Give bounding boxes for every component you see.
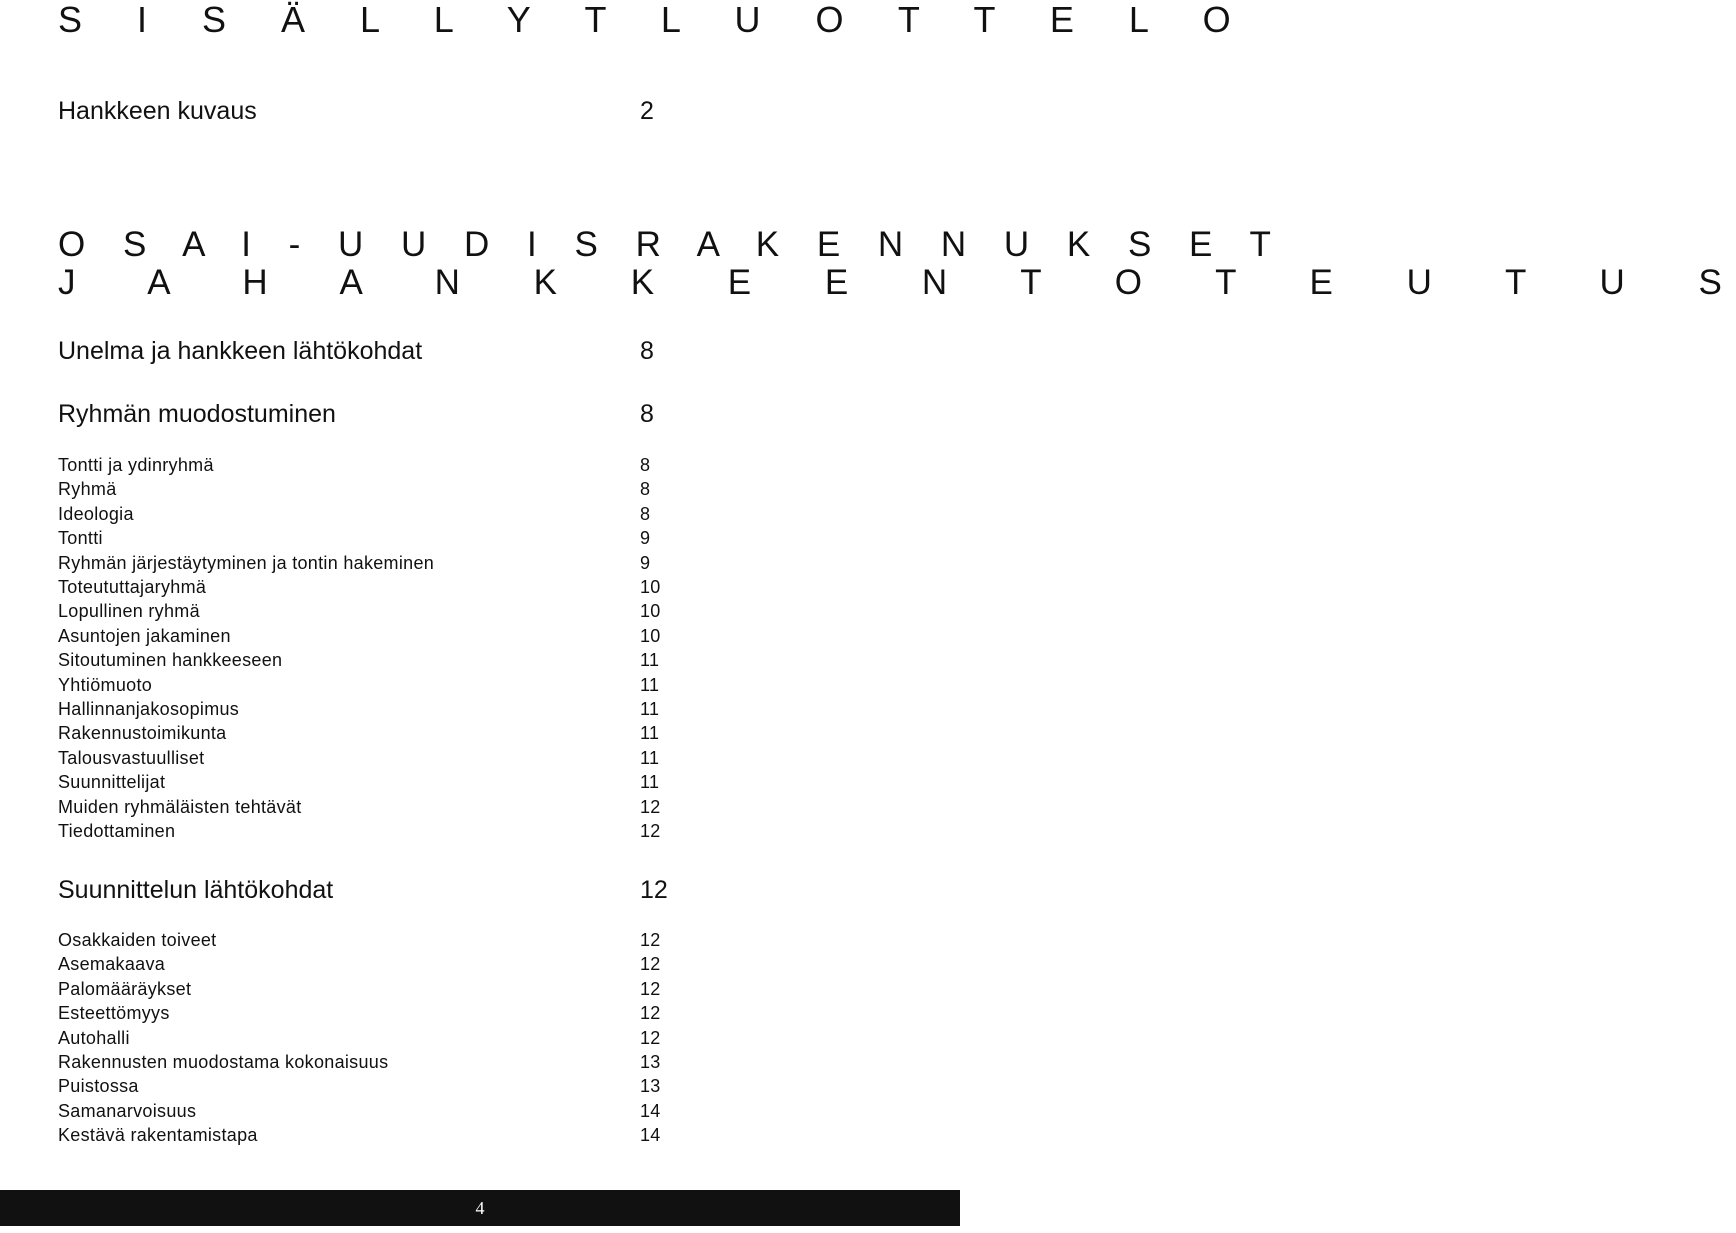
toc-entry: Yhtiömuoto [58,674,153,695]
toc-entry-page: 14 [640,1100,661,1121]
toc-entry-page: 11 [640,650,660,671]
toc-entry-page: 8 [640,455,651,475]
toc-entry: Muiden ryhmäläisten tehtävät [58,796,302,817]
toc-entry: Hallinnanjakosopimus [58,699,240,719]
toc-entry-page: 11 [640,772,660,793]
toc-entry: Lopullinen ryhmä [58,601,200,622]
section-page: 8 [640,337,654,365]
toc-entry: Asuntojen jakaminen [58,625,231,646]
footer-bar [0,1190,960,1226]
toc-entry: Samanarvoisuus [58,1100,197,1121]
part-heading-line2: J A H A N K K E E N T O T E U T U S [58,263,1736,302]
toc-entry: Kestävä rakentamistapa [58,1125,258,1146]
toc-entry: Rakennustoimikunta [58,723,227,744]
toc-entry-page: 12 [640,1027,661,1048]
toc-entry-page: 12 [640,821,661,841]
toc-entry: Tontti ja ydinryhmä [58,455,214,475]
toc-entry: Rakennusten muodostama kokonaisuus [58,1052,389,1072]
toc-entry: Autohalli [58,1027,130,1048]
toc-entry-page: 12 [640,978,661,999]
toc-entry: Ryhmän järjestäytyminen ja tontin hakeminen [58,552,435,573]
toc-heading: S I S Ä L L Y T L U O T T E L O [58,0,1254,40]
toc-entry: Asemakaava [58,954,166,975]
toc-entry: Ideologia [58,503,134,524]
toc-entry-page: 10 [640,601,661,622]
toc-entry-page: 11 [640,723,660,744]
toc-entry-page: 8 [640,503,651,524]
toc-entry-page: 12 [640,1003,661,1024]
section-heading: Unelma ja hankkeen lähtökohdat [58,337,423,365]
section-heading: Ryhmän muodostuminen [58,400,336,428]
section-page: 8 [640,400,654,428]
toc-entry-page: 12 [640,954,661,975]
toc-entry-page: 11 [640,699,660,719]
toc-entry-intro: Hankkeen kuvaus [58,97,257,125]
toc-entry-page: 9 [640,552,651,573]
toc-entry: Tontti [58,528,103,549]
toc-entry: Palomääräykset [58,978,192,999]
toc-entry: Puistossa [58,1076,139,1097]
toc-entry-page: 9 [640,528,651,549]
toc-entry: Tiedottaminen [58,821,176,841]
page-number: 4 [475,1198,485,1218]
toc-entry: Sitoutuminen hankkeeseen [58,650,283,671]
toc-entry-page: 8 [640,479,651,500]
toc-entry-page: 14 [640,1125,661,1146]
toc-entry: Ryhmä [58,479,117,500]
toc-page-intro: 2 [640,97,654,125]
toc-entry-page: 10 [640,577,661,597]
toc-entry-page: 13 [640,1076,661,1097]
toc-entry-page: 13 [640,1052,661,1072]
toc-entry-page: 10 [640,625,661,646]
section-page: 12 [640,876,668,904]
toc-entry: Toteututtajaryhmä [58,577,207,597]
part-heading-line1: O S A I - U U D I S R A K E N N U K S E T [58,225,1285,264]
toc-entry-page: 12 [640,796,661,817]
toc-entry: Suunnittelijat [58,772,166,793]
toc-entry: Talousvastuulliset [58,747,205,768]
toc-entry-page: 11 [640,747,660,768]
toc-entry: Esteettömyys [58,1003,170,1024]
toc-entry-page: 12 [640,930,661,950]
section-heading: Suunnittelun lähtökohdat [58,876,334,904]
toc-entry-page: 11 [640,674,660,695]
toc-entry: Osakkaiden toiveet [58,930,217,950]
